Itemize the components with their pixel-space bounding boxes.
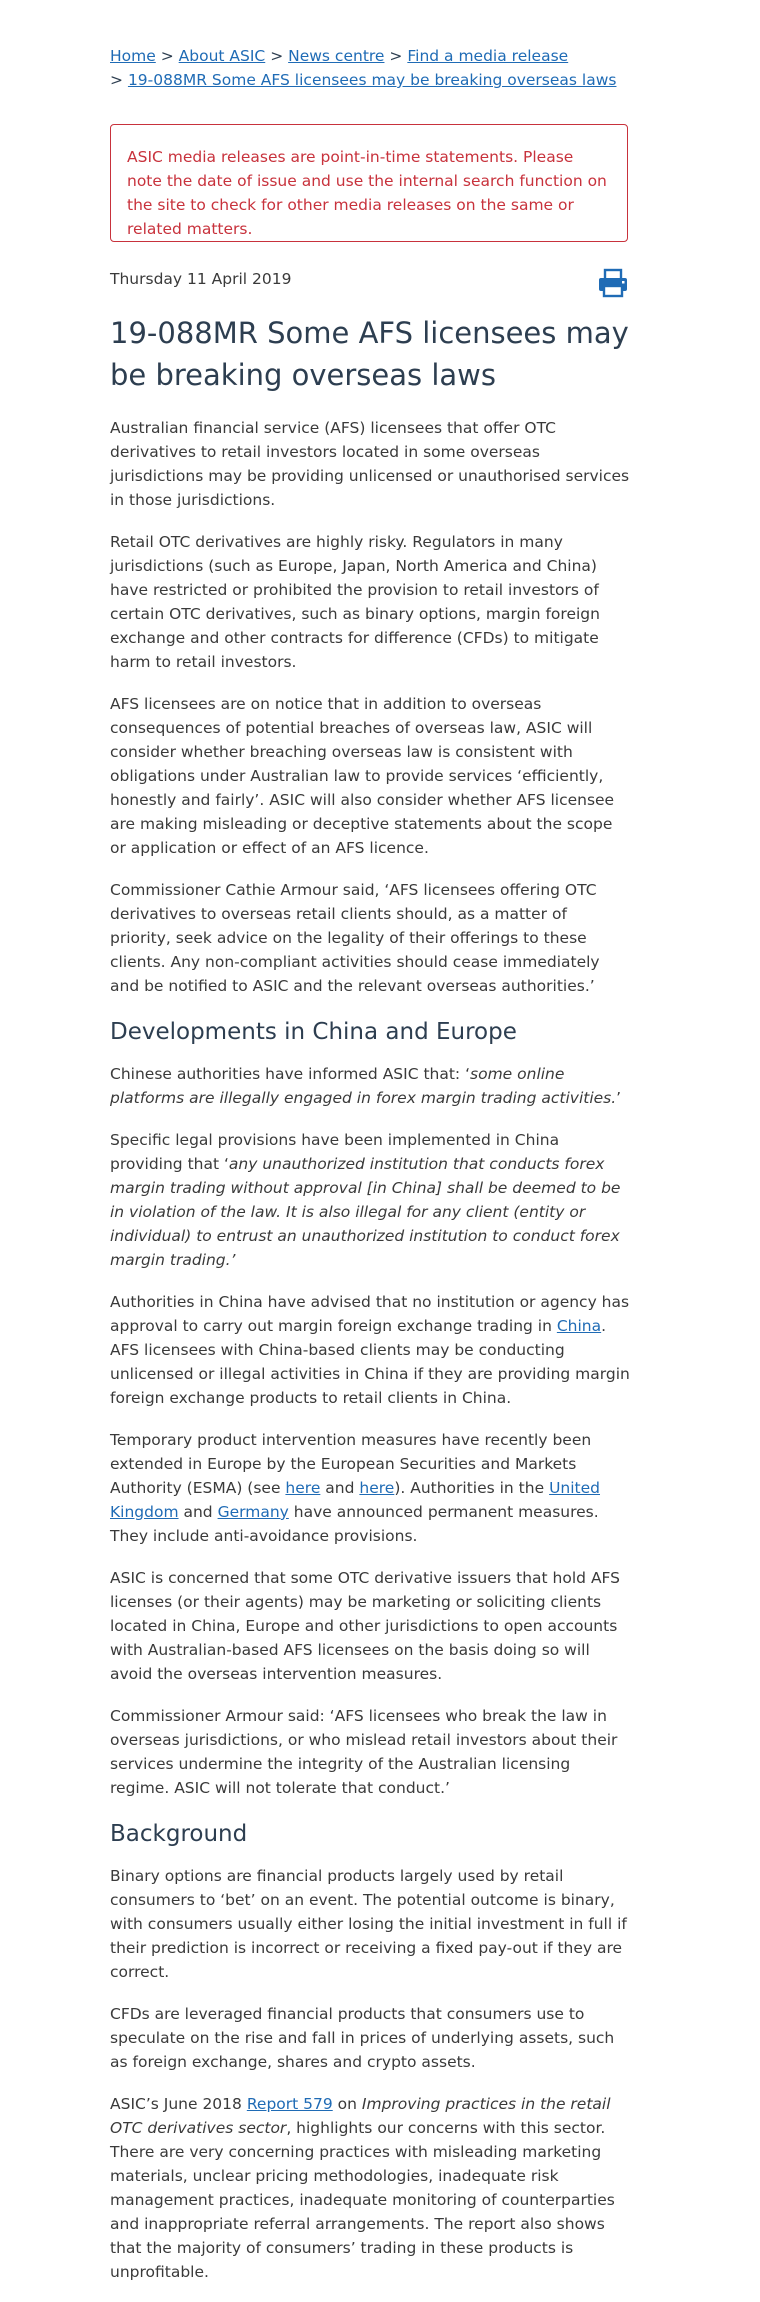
paragraph-text: ’ — [616, 1089, 622, 1107]
paragraph: Retail OTC derivatives are highly risky. Regulators in many jurisdictions (such as Europe, Japan, North America and China) have restricted or prohibited the provision to retail investors of certain OTC derivatives, such as binary options, margin foreign exchange and other contracts for difference (CFDs) to mitigate harm to retail investors. — [110, 533, 600, 671]
germany-link[interactable]: Germany — [217, 1503, 289, 1521]
page-title: 19-088MR Some AFS licensees may be breaking overseas laws — [110, 316, 629, 392]
paragraph: Commissioner Armour said: ‘AFS licensees who break the law in overseas jurisdictions, or who mislead retail investors about their services undermine the integrity of the Australian licensing regime. ASIC will not tolerate that conduct.’ — [110, 1707, 618, 1797]
breadcrumb-separator: > — [389, 47, 403, 65]
paragraph: Binary options are financial products largely used by retail consumers to ‘bet’ on an event. The potential outcome is binary, with consumers usually either losing the initial investment in full if their prediction is incorrect or receiving a fixed pay-out if they are correct. — [110, 1867, 627, 1981]
paragraph-text: have announced permanent measures. They include anti-avoidance provisions. — [110, 1503, 599, 1545]
paragraph — [110, 1428, 630, 1548]
esma-here-link-1[interactable]: here — [285, 1479, 321, 1497]
paragraph-text: on — [332, 2095, 362, 2113]
printer-icon — [598, 268, 628, 298]
paragraph-text: and — [178, 1503, 218, 1521]
breadcrumb-home-link[interactable]: Home — [110, 47, 156, 65]
breadcrumb-separator: > — [160, 47, 174, 65]
paragraph-text: Specific legal provisions have been implemented in China providing that ‘ — [110, 1131, 560, 1173]
paragraph — [110, 1128, 630, 1272]
paragraph-text: Authorities in China have advised that no institution or agency has approval to carry out margin foreign exchange trading in — [110, 1293, 630, 1335]
paragraph-text: Chinese authorities have informed ASIC that: ‘ — [110, 1065, 471, 1083]
paragraph: ASIC is concerned that some OTC derivative issuers that hold AFS licenses (or their agents) may be marketing or soliciting clients located in China, Europe and other jurisdictions to open accounts with Australian-based AFS licensees on the basis doing so will avoid the overseas intervention measures. — [110, 1569, 621, 1683]
paragraph: CFDs are leveraged financial products that consumers use to speculate on the rise and fall in prices of underlying assets, such as foreign exchange, shares and crypto assets. — [110, 2005, 615, 2071]
paragraph-text: and — [320, 1479, 360, 1497]
breadcrumb-separator: > — [270, 47, 284, 65]
paragraph-text: , highlights our concerns with this sector. There are very concerning practices with misleading marketing materials, unclear pricing methodologies, inadequate risk management practices, inadequate monitoring of counterparties and inappropriate referral arrangements. The report also shows that the majority of consumers’ trading in these products is unprofitable. — [110, 2119, 615, 2281]
report-579-link[interactable]: Report 579 — [246, 2095, 333, 2113]
breadcrumb-about-link[interactable]: About ASIC — [178, 47, 266, 65]
breadcrumb-separator: > — [110, 71, 123, 89]
section-heading-background: Background — [110, 1821, 248, 1847]
release-date: Thursday 11 April 2019 — [110, 270, 292, 288]
paragraph-text: ASIC’s June 2018 — [110, 2095, 247, 2113]
breadcrumb — [110, 44, 630, 92]
paragraph: Australian financial service (AFS) licensees that offer OTC derivatives to retail investors located in some overseas jurisdictions may be providing unlicensed or unauthorised services in those jurisdictions. — [110, 419, 630, 509]
paragraph — [110, 2092, 630, 2284]
quoted-text: any unauthorized institution that conducts forex margin trading without approval [in China] shall be deemed to be in violation of the law. It is also illegal for any client (entity or individual) to entrust an unauthorized institution to conduct forex margin trading.’ — [110, 1155, 621, 1269]
paragraph: AFS licensees are on notice that in addition to overseas consequences of potential breaches of overseas law, ASIC will consider whether breaching overseas law is consistent with obligations under Australian law to provide services ‘efficiently, honestly and fairly’. ASIC will also consider whether AFS licensee are making misleading or deceptive statements about the scope or application or effect of an AFS licence. — [110, 695, 615, 857]
point-in-time-notice: ASIC media releases are point-in-time statements. Please note the date of issue and use the internal search function on the site to check for other media releases on the same or related matters. — [110, 124, 628, 242]
paragraph-text: . AFS licensees with China-based clients may be conducting unlicensed or illegal activities in China if they are providing margin foreign exchange products to retail clients in China. — [110, 1317, 630, 1407]
section-heading-developments: Developments in China and Europe — [110, 1019, 517, 1045]
breadcrumb-current-link[interactable]: 19-088MR Some AFS licensees may be breaking overseas laws — [127, 71, 617, 89]
united-kingdom-link[interactable]: United Kingdom — [110, 1479, 600, 1521]
esma-here-link-2[interactable]: here — [359, 1479, 395, 1497]
article-body — [110, 416, 630, 2302]
paragraph — [110, 1290, 630, 1410]
quoted-text: some online platforms are illegally engaged in forex margin trading activities. — [110, 1065, 617, 1107]
paragraph — [110, 1062, 630, 1110]
breadcrumb-find-release-link[interactable]: Find a media release — [407, 47, 569, 65]
paragraph-text: Temporary product intervention measures have recently been extended in Europe by the European Securities and Markets Authority (ESMA) (see — [110, 1431, 592, 1497]
paragraph-text: ). Authorities in the — [394, 1479, 550, 1497]
paragraph: Commissioner Cathie Armour said, ‘AFS licensees offering OTC derivatives to overseas retail clients should, as a matter of priority, seek advice on the legality of their offerings to these clients. Any non-compliant activities should cease immediately and be notified to ASIC and the relevant overseas authorities.’ — [110, 881, 600, 995]
china-link[interactable]: China — [556, 1317, 602, 1335]
report-title: Improving practices in the retail OTC derivatives sector — [110, 2095, 611, 2137]
print-button[interactable] — [598, 268, 628, 298]
breadcrumb-news-centre-link[interactable]: News centre — [288, 47, 385, 65]
